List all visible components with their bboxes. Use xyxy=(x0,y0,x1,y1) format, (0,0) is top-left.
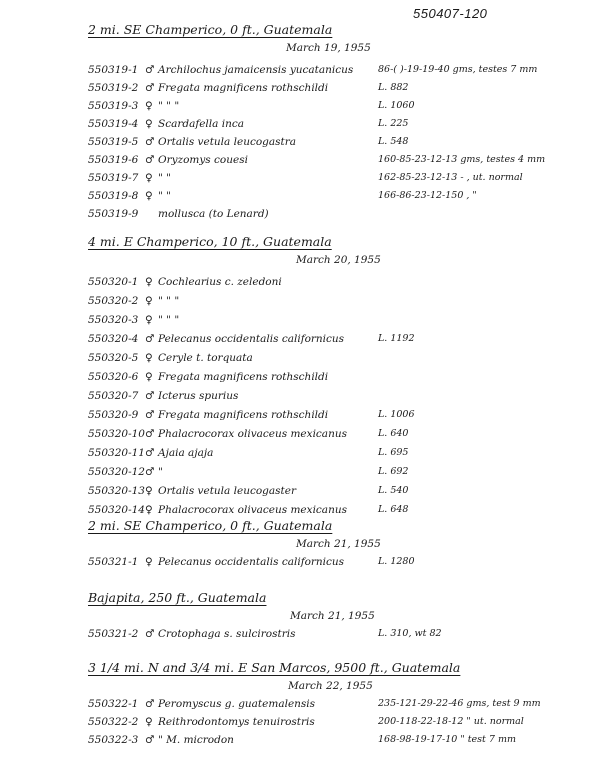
species-name: Archilochus jamaicensis yucatanicus xyxy=(158,64,354,76)
measurements: 160-85-23-12-13 gms, testes 4 mm xyxy=(378,154,546,165)
catalog-number: 550321-2 xyxy=(88,628,139,640)
sex-symbol: ♂ xyxy=(145,698,155,710)
specimen-row xyxy=(0,190,600,208)
sex-symbol: ♀ xyxy=(145,118,153,130)
catalog-number: 550319-4 xyxy=(88,118,139,130)
catalog-number: 550320-7 xyxy=(88,390,139,402)
catalog-number: 550320-11 xyxy=(88,447,145,459)
specimen-row xyxy=(0,466,600,484)
species-name: Ortalis vetula leucogastra xyxy=(158,136,297,148)
catalog-number: 550319-8 xyxy=(88,190,139,202)
measurements: L. 548 xyxy=(378,136,409,147)
specimen-row xyxy=(0,154,600,172)
catalog-number: 550322-2 xyxy=(88,716,139,728)
specimen-row xyxy=(0,734,600,752)
species-name: " " xyxy=(158,190,171,202)
measurements: L. 540 xyxy=(378,485,409,496)
measurements: L. 695 xyxy=(378,447,409,458)
species-name: Cochlearius c. zeledoni xyxy=(158,276,282,288)
sex-symbol: ♂ xyxy=(145,409,155,421)
specimen-row xyxy=(0,698,600,716)
specimen-row xyxy=(0,485,600,503)
catalog-number: 550322-1 xyxy=(88,698,139,710)
catalog-number: 550320-6 xyxy=(88,371,139,383)
specimen-row xyxy=(0,352,600,370)
species-name: Fregata magnificens rothschildi xyxy=(158,409,329,421)
measurements: 86-( )-19-19-40 gms, testes 7 mm xyxy=(378,64,538,75)
catalog-number: 550320-10 xyxy=(88,428,145,440)
species-name: " " " xyxy=(158,100,180,112)
catalog-number: 550319-5 xyxy=(88,136,139,148)
sex-symbol: ♀ xyxy=(145,504,153,516)
measurements: L. 640 xyxy=(378,428,409,439)
measurements: 235-121-29-22-46 gms, test 9 mm xyxy=(378,698,541,709)
species-name: Oryzomys couesi xyxy=(158,154,248,166)
measurements: L. 1060 xyxy=(378,100,415,111)
location-heading: 2 mi. SE Champerico, 0 ft., Guatemala xyxy=(88,22,333,37)
measurements: 162-85-23-12-13 - , ut. normal xyxy=(378,172,523,183)
sex-symbol: ♂ xyxy=(145,64,155,76)
catalog-number: 550320-3 xyxy=(88,314,139,326)
sex-symbol: ♂ xyxy=(145,734,155,746)
species-name: Crotophaga s. sulcirostris xyxy=(158,628,296,640)
catalog-number: 550319-3 xyxy=(88,100,139,112)
measurements: L. 692 xyxy=(378,466,409,477)
location-heading: 3 1/4 mi. N and 3/4 mi. E San Marcos, 9500 ft., Guatemala xyxy=(88,660,461,675)
species-name: " xyxy=(158,466,163,478)
species-name: " M. microdon xyxy=(158,734,234,746)
specimen-row xyxy=(0,716,600,734)
species-name: Fregata magnificens rothschildi xyxy=(158,371,329,383)
species-name: Reithrodontomys tenuirostris xyxy=(158,716,315,728)
specimen-row xyxy=(0,100,600,118)
specimen-row xyxy=(0,208,600,226)
sex-symbol: ♀ xyxy=(145,716,153,728)
species-name: Fregata magnificens rothschildi xyxy=(158,82,329,94)
sex-symbol: ♀ xyxy=(145,295,153,307)
species-name: Pelecanus occidentalis californicus xyxy=(158,556,345,568)
species-name: Phalacrocorax olivaceus mexicanus xyxy=(158,504,347,516)
catalog-number: 550319-7 xyxy=(88,172,139,184)
catalog-number: 550320-13 xyxy=(88,485,145,497)
measurements: L. 882 xyxy=(378,82,409,93)
measurements: 166-86-23-12-150 , " xyxy=(378,190,477,201)
specimen-row xyxy=(0,556,600,574)
catalog-number: 550320-12 xyxy=(88,466,145,478)
catalog-number: 550320-5 xyxy=(88,352,139,364)
sex-symbol: ♂ xyxy=(145,136,155,148)
specimen-row xyxy=(0,371,600,389)
sex-symbol: ♀ xyxy=(145,352,153,364)
specimen-row xyxy=(0,428,600,446)
page-id: 550407-120 xyxy=(413,6,488,21)
species-name: Ajaia ajaja xyxy=(158,447,214,459)
specimen-row xyxy=(0,136,600,154)
catalog-number: 550320-1 xyxy=(88,276,139,288)
specimen-row xyxy=(0,118,600,136)
catalog-number: 550320-4 xyxy=(88,333,139,345)
species-name: Ceryle t. torquata xyxy=(158,352,253,364)
location-heading: 4 mi. E Champerico, 10 ft., Guatemala xyxy=(88,234,332,249)
date-line: March 19, 1955 xyxy=(286,42,371,54)
location-heading: Bajapita, 250 ft., Guatemala xyxy=(88,590,267,605)
specimen-row xyxy=(0,390,600,408)
measurements: L. 310, wt 82 xyxy=(378,628,442,639)
catalog-number: 550319-1 xyxy=(88,64,139,76)
measurements: 168-98-19-17-10 " test 7 mm xyxy=(378,734,516,745)
species-name: " " " xyxy=(158,295,180,307)
catalog-number: 550321-1 xyxy=(88,556,139,568)
measurements: L. 1192 xyxy=(378,333,415,344)
date-line: March 21, 1955 xyxy=(296,538,381,550)
sex-symbol: ♀ xyxy=(145,556,153,568)
specimen-row xyxy=(0,409,600,427)
catalog-number: 550320-2 xyxy=(88,295,139,307)
catalog-number: 550319-6 xyxy=(88,154,139,166)
catalog-number: 550320-9 xyxy=(88,409,139,421)
species-name: Phalacrocorax olivaceus mexicanus xyxy=(158,428,347,440)
specimen-row xyxy=(0,447,600,465)
sex-symbol: ♀ xyxy=(145,314,153,326)
specimen-row xyxy=(0,276,600,294)
specimen-row xyxy=(0,628,600,646)
sex-symbol: ♂ xyxy=(145,428,155,440)
specimen-row xyxy=(0,333,600,351)
sex-symbol: ♀ xyxy=(145,190,153,202)
sex-symbol: ♂ xyxy=(145,466,155,478)
location-heading: 2 mi. SE Champerico, 0 ft., Guatemala xyxy=(88,518,333,533)
species-name: " " " xyxy=(158,314,180,326)
specimen-row xyxy=(0,172,600,190)
date-line: March 20, 1955 xyxy=(296,254,381,266)
measurements: L. 225 xyxy=(378,118,409,129)
species-name: Pelecanus occidentalis californicus xyxy=(158,333,345,345)
measurements: L. 1006 xyxy=(378,409,415,420)
measurements: L. 1280 xyxy=(378,556,415,567)
date-line: March 21, 1955 xyxy=(290,610,375,622)
sex-symbol: ♂ xyxy=(145,82,155,94)
species-name: Icterus spurius xyxy=(158,390,239,402)
sex-symbol: ♀ xyxy=(145,172,153,184)
measurements: 200-118-22-18-12 " ut. normal xyxy=(378,716,524,727)
date-line: March 22, 1955 xyxy=(288,680,373,692)
specimen-row xyxy=(0,82,600,100)
sex-symbol: ♂ xyxy=(145,390,155,402)
catalog-number: 550319-2 xyxy=(88,82,139,94)
sex-symbol: ♀ xyxy=(145,371,153,383)
sex-symbol: ♂ xyxy=(145,628,155,640)
specimen-row xyxy=(0,295,600,313)
species-name: " " xyxy=(158,172,171,184)
sex-symbol: ♀ xyxy=(145,276,153,288)
species-name: Peromyscus g. guatemalensis xyxy=(158,698,316,710)
catalog-number: 550320-14 xyxy=(88,504,145,516)
catalog-number: 550322-3 xyxy=(88,734,139,746)
species-name: Scardafella inca xyxy=(158,118,245,130)
sex-symbol: ♂ xyxy=(145,154,155,166)
measurements: L. 648 xyxy=(378,504,409,515)
sex-symbol: ♀ xyxy=(145,485,153,497)
specimen-row xyxy=(0,64,600,82)
species-name: Ortalis vetula leucogaster xyxy=(158,485,296,497)
sex-symbol: ♂ xyxy=(145,333,155,345)
specimen-row xyxy=(0,314,600,332)
species-name: mollusca (to Lenard) xyxy=(158,208,269,220)
catalog-number: 550319-9 xyxy=(88,208,139,220)
sex-symbol: ♀ xyxy=(145,100,153,112)
sex-symbol: ♂ xyxy=(145,447,155,459)
